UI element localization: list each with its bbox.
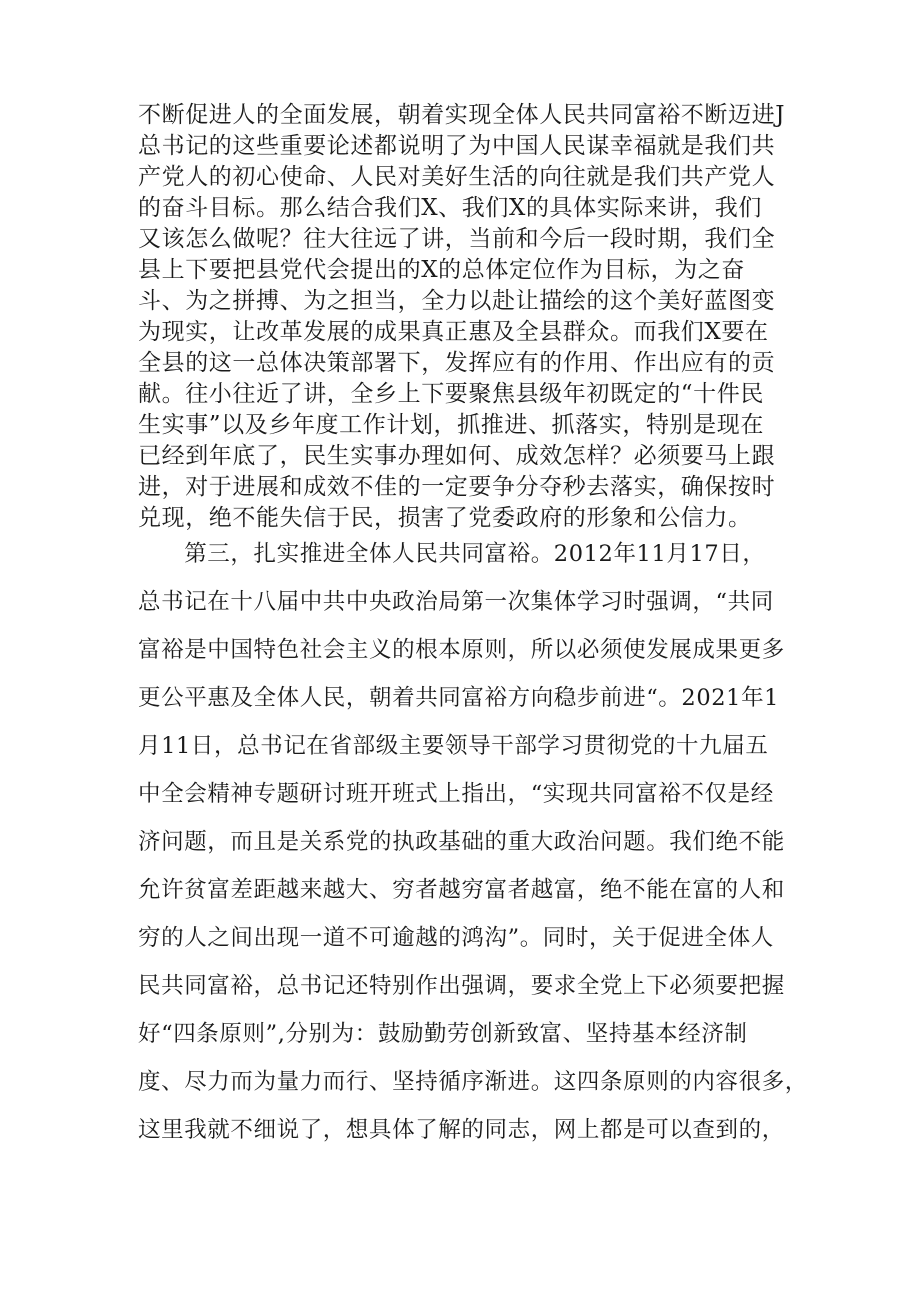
text-line: 月11日，总书记在省部级主要领导干部学习贯彻党的十九届五: [138, 733, 769, 759]
text-line: 中全会精神专题研讨班开班式上指出，“实现共同富裕不仅是经: [138, 781, 774, 807]
text-line: 总书记的这些重要论述都说明了为中国人民谋幸福就是我们共: [138, 133, 776, 159]
text-line: 县上下要把县党代会提出的X的总体定位作为目标，为之奋: [138, 257, 745, 283]
text-line: 为现实，让改革发展的成果真正惠及全县群众。而我们X要在: [138, 319, 769, 345]
text-line: 不断促进人的全面发展，朝着实现全体人民共同富裕不断迈进J: [138, 102, 786, 128]
paragraph-continuation: [138, 100, 788, 534]
text-line: 富裕是中国特色社会主义的根本原则，所以必须使发展成果更多: [138, 637, 785, 663]
text-line: 又该怎么做呢？往大往远了讲，当前和今后一段时期，我们全: [138, 226, 776, 252]
text-line: 民共同富裕，总书记还特别作出强调，要求全党上下必须要把握: [138, 973, 785, 999]
text-line: 好“四条原则”,分别为：鼓励勤劳创新致富、坚持基本经济制: [138, 1021, 748, 1047]
text-line: 总书记在十八届中共中央政治局第一次集体学习时强调，“共同: [138, 589, 774, 615]
text-line: 度、尽力而为量力而行、坚持循序渐进。这四条原则的内容很多，: [138, 1069, 808, 1095]
text-line: 更公平惠及全体人民，朝着共同富裕方向稳步前进“。2021年1: [138, 685, 780, 711]
text-line: 生实事”以及乡年度工作计划，抓推进、抓落实，特别是现在: [138, 412, 764, 438]
text-line: 兑现，绝不能失信于民，损害了党委政府的形象和公信力。: [138, 505, 752, 531]
text-line: 这里我就不细说了，想具体了解的同志，网上都是可以查到的，: [138, 1117, 785, 1143]
text-line: 献。往小往近了讲，全乡上下要聚焦县级年初既定的“十件民: [138, 381, 764, 407]
text-line: 第三，扎实推进全体人民共同富裕。2012年11月17日，: [138, 541, 766, 567]
text-line: 全县的这一总体决策部署下，发挥应有的作用、作出应有的贡: [138, 350, 776, 376]
paragraph-third-point: [138, 530, 808, 1154]
text-line: 允许贫富差距越来越大、穷者越穷富者越富，绝不能在富的人和: [138, 877, 785, 903]
text-line: 济问题，而且是关系党的执政基础的重大政治问题。我们绝不能: [138, 829, 785, 855]
text-line: 产党人的初心使命、人民对美好生活的向往就是我们共产党人: [138, 164, 776, 190]
text-line: 已经到年底了，民生实事办理如何、成效怎样？必须要马上跟: [138, 443, 776, 469]
text-line: 进，对于进展和成效不佳的一定要争分夺秒去落实，确保按时: [138, 474, 776, 500]
text-line: 的奋斗目标。那么结合我们X、我们X的具体实际来讲，我们: [138, 195, 762, 221]
text-line: 斗、为之拼搏、为之担当，全力以赴让描绘的这个美好蓝图变: [138, 288, 776, 314]
text-line: 穷的人之间出现一道不可逾越的鸿沟”。同时，关于促进全体人: [138, 925, 774, 951]
